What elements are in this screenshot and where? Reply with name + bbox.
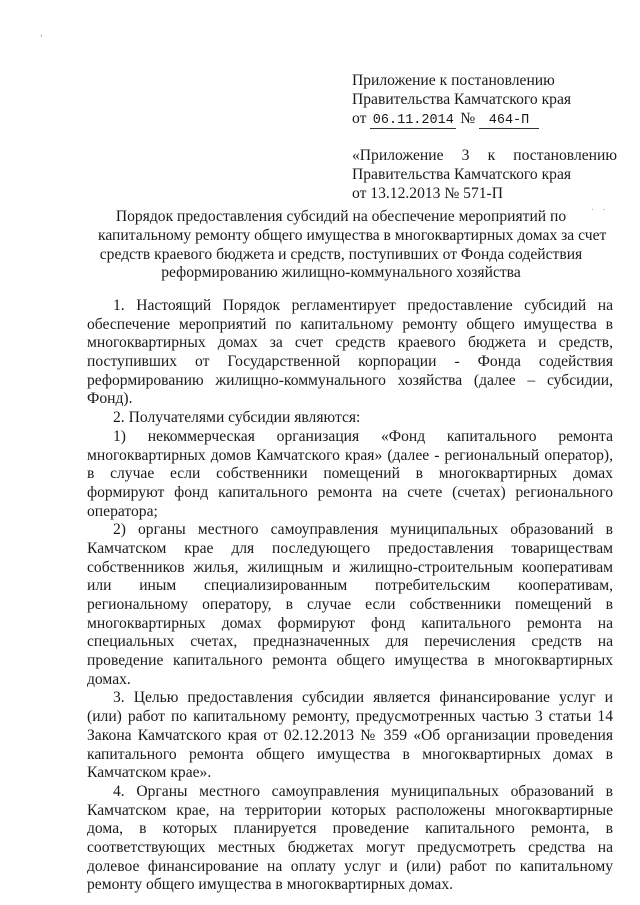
body-line: формируют фонд капитального ремонта на счете (счетах) регионального [87, 483, 613, 501]
body-line: Камчатском крае для последующего предоставления товариществам [87, 539, 613, 557]
body-line: ремонту общего имущества в многоквартирных домах. [87, 876, 454, 894]
scan-speck: ' [40, 34, 43, 44]
body-line: проведение капитального ремонта общего имущества в многоквартирных [87, 652, 613, 670]
handwritten-number: 464-П [479, 114, 539, 129]
body-line: реформированию жилищно-коммунального хозяйства (далее – субсидии, [87, 371, 613, 389]
title-line: реформированию жилищно-коммунального хозяйства [161, 264, 521, 282]
attachment-line: Правительства Камчатского края [352, 91, 572, 108]
prior-attachment-line: «Приложение 3 к постановлению [352, 147, 617, 164]
body-line: 1) некоммерческая организация «Фонд капитального ремонта [113, 427, 613, 445]
body-line: 1. Настоящий Порядок регламентирует предоставление субсидий на [113, 297, 613, 314]
body-line: специальных счетах, предназначенных для перечисления средств на [87, 633, 613, 651]
attachment-date-line [352, 109, 622, 129]
body-line: долевое финансирование на оплату услуг и (или) работ по капитальному [87, 857, 613, 875]
prior-attachment-header [352, 146, 622, 203]
body-line: многоквартирных домах за счет средств краевого бюджета и средств, [87, 334, 613, 352]
body-line: 2) органы местного самоуправления муниципальных образований в [113, 521, 613, 539]
body-line: 2. Получателями субсидии являются: [113, 409, 361, 427]
body-line: дома, в которых планируется проведение капитального ремонта, в [87, 820, 613, 838]
body-line: или иным специализированным потребительским кооперативам, [87, 577, 613, 595]
title-line: средств краевого бюджета и средств, поступивших от Фонда содействия [99, 245, 583, 263]
body-line: Камчатском крае». [87, 764, 212, 782]
date-prefix: от [352, 110, 367, 127]
body-line: обеспечение мероприятий по капитальному ремонту общего имущества в [87, 315, 613, 333]
body-line: в случае если собственники помещений в многоквартирных домах [87, 465, 613, 483]
title-line: Порядок предоставления субсидий на обеспечение мероприятий по [115, 208, 567, 225]
title-line: капитальному ремонту общего имущества в многоквартирных домах за счет [98, 226, 607, 244]
body-line: 3. Целью предоставления субсидии является финансирование услуг и [113, 689, 613, 707]
document-body [87, 297, 613, 895]
body-line: Фонд). [87, 390, 133, 408]
attachment-header [352, 71, 622, 129]
body-line: многоквартирных домов Камчатского края» (далее - региональный оператор), [87, 446, 613, 464]
body-line: соответствующих местных бюджетах могут предусмотреть средства на [87, 838, 613, 856]
document-title [98, 208, 607, 283]
body-line: капитального ремонта общего имущества в многоквартирных домах в [87, 745, 613, 763]
body-line: многоквартирных домах формируют фонд капитального ремонта на [87, 614, 613, 632]
body-line: 4. Органы местного самоуправления муниципальных образований в [113, 782, 613, 800]
attachment-line: Приложение к постановлению [352, 72, 555, 89]
prior-attachment-line: от 13.12.2013 № 571-П [352, 185, 503, 202]
body-line: (или) работ по капитальному ремонту, предусмотренных частью 3 статьи 14 [87, 708, 613, 726]
number-prefix: № [460, 110, 476, 127]
body-line: домах. [87, 670, 131, 688]
body-line: региональному оператору, в случае если собственники помещений в [87, 596, 613, 613]
scan-speck: . . [591, 203, 609, 213]
body-line: Камчатском крае, на территории которых расположены многоквартирные [87, 801, 613, 819]
body-line: собственников жилья, жилищным и жилищно-строительным кооперативам [87, 558, 613, 576]
body-line: оператора; [87, 502, 158, 520]
body-line: поступивших от Государственной корпорации - Фонда содействия [87, 353, 613, 371]
prior-attachment-line: Правительства Камчатского края [352, 166, 572, 183]
body-line: Закона Камчатского края от 02.12.2013 № 359 «Об организации проведения [87, 726, 613, 744]
handwritten-date: 06.11.2014 [370, 114, 456, 129]
